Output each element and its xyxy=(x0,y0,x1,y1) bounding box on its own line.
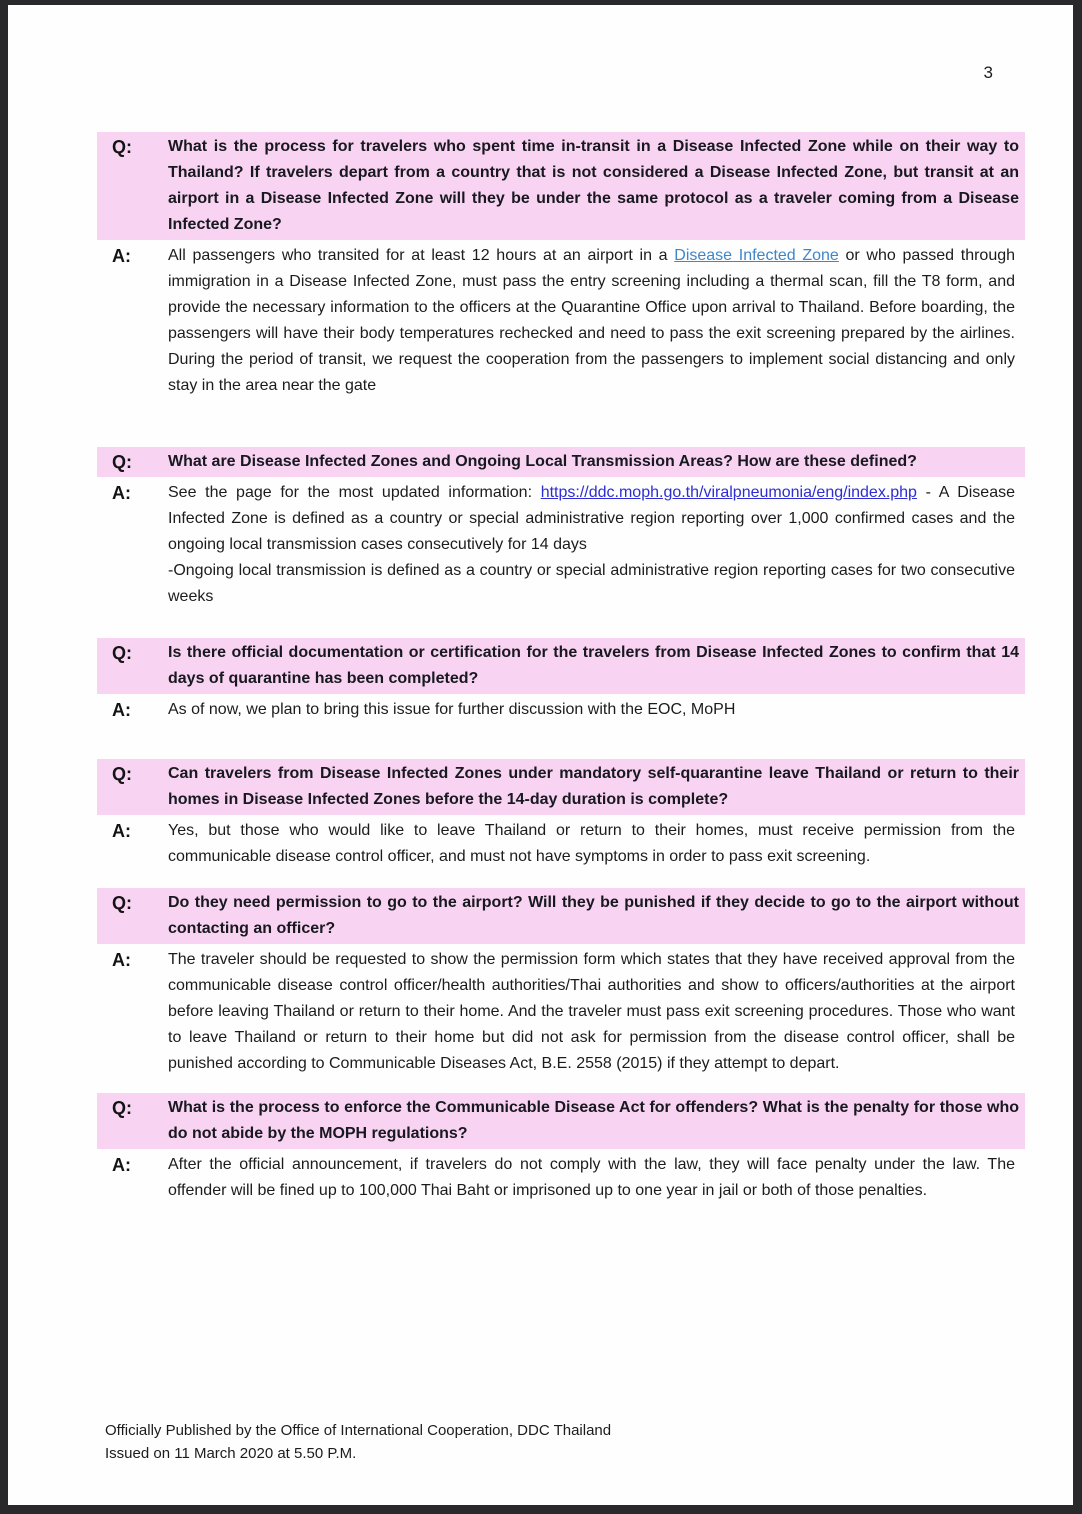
qa-block xyxy=(97,1093,1025,1204)
answer-segment: All passengers who transited for at least 12 hours at an airport in a xyxy=(168,247,675,264)
answer-label: A: xyxy=(112,246,131,266)
question-text: Is there official documentation or certification for the travelers from Disease Infected Zones to confirm that 14 days of quarantine has been completed? xyxy=(168,644,1019,687)
ddc-moph-url-link[interactable]: https://ddc.moph.go.th/viralpneumonia/eng/index.php xyxy=(540,484,917,501)
question-label: Q: xyxy=(112,893,132,913)
question-label: Q: xyxy=(112,764,132,784)
question-label: Q: xyxy=(112,452,132,472)
question-text: What are Disease Infected Zones and Ongoing Local Transmission Areas? How are these defined? xyxy=(168,453,917,470)
qa-block xyxy=(97,132,1025,399)
disease-infected-zone-link[interactable]: Disease Infected Zone xyxy=(674,247,839,264)
page-number: 3 xyxy=(983,63,993,82)
answer-row xyxy=(97,1152,1025,1204)
page-content xyxy=(97,5,1025,1204)
answer-label: A: xyxy=(112,483,131,503)
question-row xyxy=(97,132,1025,240)
answer-row xyxy=(97,818,1025,870)
answer-paragraph: -Ongoing local transmission is defined as a country or special administrative region reporting cases for two consecutive weeks xyxy=(168,562,1015,605)
question-row xyxy=(97,1093,1025,1149)
answer-text: As of now, we plan to bring this issue for further discussion with the EOC, MoPH xyxy=(168,701,736,718)
question-label: Q: xyxy=(112,1098,132,1118)
footer-line-issued: Issued on 11 March 2020 at 5.50 P.M. xyxy=(105,1445,357,1462)
answer-row xyxy=(97,697,1025,723)
answer-text: Yes, but those who would like to leave Thailand or return to their homes, must receive permission from the communicable disease control officer, and must not have symptoms in order to pass exit screening. xyxy=(168,822,1015,865)
question-row xyxy=(97,638,1025,694)
answer-text xyxy=(168,243,1025,399)
qa-block xyxy=(97,638,1025,723)
answer-row xyxy=(97,480,1025,610)
answer-label: A: xyxy=(112,700,131,720)
answer-row xyxy=(97,243,1025,399)
answer-row xyxy=(97,947,1025,1077)
answer-text: After the official announcement, if travelers do not comply with the law, they will face penalty under the law. The offender will be fined up to 100,000 Thai Baht or imprisoned up to one year in jail or both of those penalties. xyxy=(168,1156,1015,1199)
answer-segment: or who passed through immigration in a Disease Infected Zone, must pass the entry screening including a thermal scan, fill the T8 form, and provide the necessary information to the officers at the Quarantine Office upon arrival to Thailand. Before boarding, the passengers will have their body temperatures rechecked and need to pass the exit screening prepared by the airlines. During the period of transit, we request the cooperation from the passengers to implement social distancing and only stay in the area near the gate xyxy=(168,247,1016,394)
answer-label: A: xyxy=(112,821,131,841)
question-row xyxy=(97,888,1025,944)
question-text: Do they need permission to go to the airport? Will they be punished if they decide to go to the airport without contacting an officer? xyxy=(168,894,1019,937)
answer-text: The traveler should be requested to show the permission form which states that they have received approval from the communicable disease control officer/health authorities/Thai authorities and show to officers/authorities at the airport before leaving Thailand or return to their home. And the traveler must pass exit screening procedures. Those who want to leave Thailand or return to their home but did not ask for permission from the disease control officer, shall be punished according to Communicable Diseases Act, B.E. 2558 (2015) if they attempt to depart. xyxy=(168,951,1015,1072)
answer-label: A: xyxy=(112,950,131,970)
answer-segment: See the page for the most updated information: xyxy=(168,484,541,501)
question-label: Q: xyxy=(112,643,132,663)
answer-segment: - A Disease Infected Zone is defined as a country or special administrative region reporting over 1,000 confirmed cases and the ongoing local transmission cases consecutively for 14 days xyxy=(168,484,1016,553)
document-footer xyxy=(105,1419,611,1465)
question-text: What is the process to enforce the Communicable Disease Act for offenders? What is the penalty for those who do not abide by the MOPH regulations? xyxy=(168,1099,1019,1142)
question-row xyxy=(97,447,1025,477)
question-label: Q: xyxy=(112,137,132,157)
footer-line-publisher: Officially Published by the Office of International Cooperation, DDC Thailand xyxy=(105,1422,612,1439)
document-page xyxy=(8,5,1073,1505)
question-row xyxy=(97,759,1025,815)
question-text: What is the process for travelers who spent time in-transit in a Disease Infected Zone while on their way to Thailand? If travelers depart from a country that is not considered a Disease Infected Zone, but transit at an airport in a Disease Infected Zone will they be under the same protocol as a traveler coming from a Disease Infected Zone? xyxy=(168,138,1019,233)
answer-text xyxy=(168,480,1025,610)
answer-label: A: xyxy=(112,1155,131,1175)
qa-block xyxy=(97,888,1025,1077)
qa-block xyxy=(97,759,1025,870)
answer-paragraph xyxy=(168,480,1015,558)
question-text: Can travelers from Disease Infected Zones under mandatory self-quarantine leave Thailand or return to their homes in Disease Infected Zones before the 14-day duration is complete? xyxy=(168,765,1019,808)
qa-block xyxy=(97,447,1025,610)
